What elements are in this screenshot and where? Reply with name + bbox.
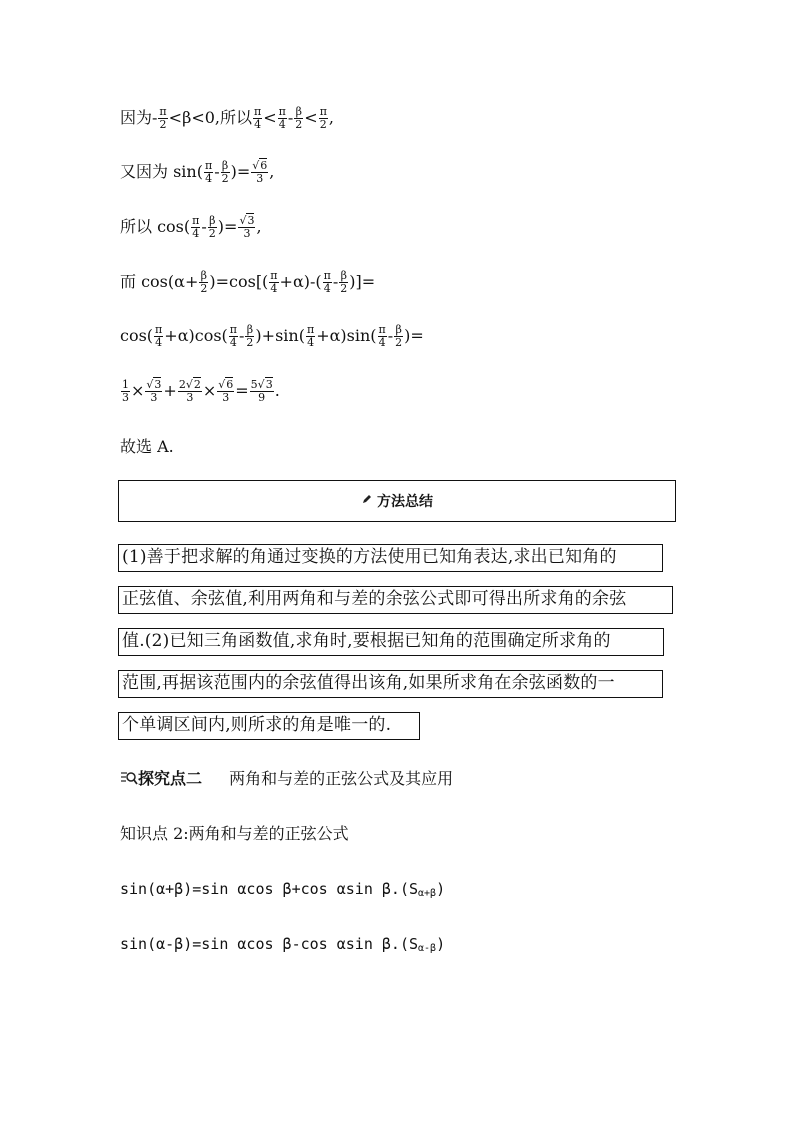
fraction bbox=[250, 379, 274, 404]
text: < bbox=[263, 108, 277, 127]
text: 因为- bbox=[120, 108, 158, 127]
summary-line-1: (1)善于把求解的角通过变换的方法使用已知角表达,求出已知角的 bbox=[118, 544, 663, 572]
text: - bbox=[201, 217, 207, 236]
text: cos( bbox=[120, 326, 154, 345]
num: π bbox=[159, 105, 167, 118]
num: √6 bbox=[218, 378, 234, 391]
num: π bbox=[323, 269, 331, 282]
text: )+sin( bbox=[255, 326, 305, 345]
fraction bbox=[294, 106, 303, 131]
magnifier-icon-svg bbox=[120, 770, 138, 786]
text: )]= bbox=[349, 272, 376, 291]
knowledge-point: 知识点 2:两角和与差的正弦公式 bbox=[120, 824, 349, 843]
coef: 2 bbox=[178, 378, 186, 391]
text: 而 cos(α+ bbox=[120, 272, 199, 291]
den: 2 bbox=[340, 282, 348, 295]
fraction bbox=[204, 160, 213, 185]
num: π bbox=[254, 105, 262, 118]
radicand: 2 bbox=[193, 378, 201, 391]
formula-sin-sum bbox=[120, 878, 445, 905]
text: × bbox=[202, 381, 217, 400]
fraction bbox=[378, 324, 387, 349]
den: 4 bbox=[378, 336, 386, 349]
den: 9 bbox=[258, 391, 266, 404]
text: , bbox=[256, 217, 262, 236]
fraction bbox=[217, 379, 234, 404]
den: 2 bbox=[221, 172, 229, 185]
section-title: 两角和与差的正弦公式及其应用 bbox=[229, 769, 454, 788]
derivation-line-5 bbox=[120, 324, 424, 349]
den: 2 bbox=[246, 336, 254, 349]
den: 4 bbox=[307, 336, 315, 349]
fraction bbox=[145, 379, 162, 404]
derivation-line-3 bbox=[120, 215, 262, 240]
formula-subscript: α+β bbox=[418, 888, 437, 899]
text: )=cos[( bbox=[209, 272, 269, 291]
den: 2 bbox=[295, 118, 303, 131]
text: , bbox=[328, 108, 335, 127]
coef: 5 bbox=[250, 378, 258, 391]
num: 5√3 bbox=[250, 378, 273, 391]
den: 2 bbox=[159, 118, 167, 131]
den: 4 bbox=[229, 336, 237, 349]
text: 又因为 sin( bbox=[120, 162, 203, 181]
num: β bbox=[340, 269, 347, 282]
radicand: 6 bbox=[226, 378, 234, 391]
den: 3 bbox=[222, 391, 230, 404]
formula-text: sin(α+β)=sin αcos β+cos αsin β.(S bbox=[120, 880, 419, 898]
text: +α)cos( bbox=[164, 326, 228, 345]
fraction bbox=[238, 215, 255, 240]
den: 4 bbox=[254, 118, 262, 131]
answer-line: 故选 A. bbox=[120, 437, 174, 456]
fraction bbox=[221, 160, 230, 185]
num: π bbox=[192, 214, 200, 227]
radicand: 3 bbox=[247, 214, 255, 227]
summary-line-2: 正弦值、余弦值,利用两角和与差的余弦公式即可得出所求角的余弦 bbox=[118, 586, 673, 614]
text: < bbox=[304, 108, 318, 127]
section-heading bbox=[120, 766, 453, 790]
num: π bbox=[319, 105, 327, 118]
formula-end: ) bbox=[436, 935, 446, 953]
den: 4 bbox=[205, 172, 213, 185]
fraction bbox=[154, 324, 163, 349]
fraction bbox=[306, 324, 315, 349]
text: 所以 cos( bbox=[120, 217, 191, 236]
radicand: 3 bbox=[265, 378, 273, 391]
formula-end: ) bbox=[436, 880, 446, 898]
formula-text: sin(α-β)=sin αcos β-cos αsin β.(S bbox=[120, 935, 419, 953]
formula-sin-diff bbox=[120, 933, 445, 960]
magnifier-icon bbox=[120, 770, 138, 790]
den: 2 bbox=[319, 118, 327, 131]
derivation-line-1 bbox=[120, 106, 334, 131]
den: 3 bbox=[150, 391, 158, 404]
num: π bbox=[229, 323, 238, 336]
derivation-line-6 bbox=[120, 379, 280, 404]
derivation-line-2 bbox=[120, 160, 274, 185]
num: π bbox=[155, 323, 163, 336]
fraction bbox=[278, 106, 287, 131]
fraction bbox=[199, 270, 208, 295]
section-label: 探究点二 bbox=[138, 769, 203, 788]
den: 4 bbox=[270, 282, 278, 295]
fraction bbox=[251, 160, 268, 185]
text: - bbox=[387, 326, 394, 345]
text: , bbox=[269, 162, 275, 181]
num: √3 bbox=[146, 378, 162, 391]
fraction bbox=[323, 270, 332, 295]
derivation-line-4 bbox=[120, 270, 375, 295]
fraction bbox=[121, 379, 130, 404]
fraction bbox=[158, 106, 167, 131]
den: 3 bbox=[186, 391, 194, 404]
den: 4 bbox=[155, 336, 163, 349]
summary-line-4: 范围,再据该范围内的余弦值得出该角,如果所求角在余弦函数的一 bbox=[118, 670, 663, 698]
pencil-icon-svg bbox=[361, 493, 373, 505]
den: 3 bbox=[243, 227, 251, 240]
num: 1 bbox=[122, 378, 129, 391]
den: 2 bbox=[200, 282, 208, 295]
pencil-icon bbox=[361, 493, 373, 509]
den: 2 bbox=[208, 227, 216, 240]
num: π bbox=[204, 159, 213, 172]
text: +α)-( bbox=[279, 272, 322, 291]
fraction bbox=[245, 324, 254, 349]
num: π bbox=[278, 105, 286, 118]
num: β bbox=[200, 269, 208, 282]
text: + bbox=[163, 381, 177, 400]
method-summary-header bbox=[118, 480, 676, 522]
text: - bbox=[287, 108, 294, 127]
num: β bbox=[295, 105, 302, 118]
text: - bbox=[214, 162, 220, 181]
text: )= bbox=[404, 326, 424, 345]
fraction bbox=[269, 270, 278, 295]
text: = bbox=[235, 381, 249, 400]
fraction bbox=[229, 324, 238, 349]
radicand: 6 bbox=[260, 159, 268, 172]
num: π bbox=[306, 323, 315, 336]
num: β bbox=[395, 323, 402, 336]
den: 4 bbox=[192, 227, 200, 240]
fraction bbox=[394, 324, 403, 349]
method-summary-title: 方法总结 bbox=[377, 494, 433, 510]
text: )= bbox=[217, 217, 238, 236]
den: 4 bbox=[323, 282, 331, 295]
radicand: 3 bbox=[154, 378, 162, 391]
summary-line-3: 值.(2)已知三角函数值,求角时,要根据已知角的范围确定所求角的 bbox=[118, 628, 664, 656]
den: 3 bbox=[256, 172, 264, 185]
num: β bbox=[246, 323, 254, 336]
num: π bbox=[378, 323, 386, 336]
fraction bbox=[339, 270, 348, 295]
fraction bbox=[208, 215, 217, 240]
summary-line-5: 个单调区间内,则所求的角是唯一的. bbox=[118, 712, 420, 740]
num: π bbox=[270, 269, 278, 282]
fraction bbox=[319, 106, 328, 131]
text: +α)sin( bbox=[316, 326, 377, 345]
fraction bbox=[191, 215, 200, 240]
den: 4 bbox=[278, 118, 286, 131]
num: β bbox=[209, 214, 216, 227]
fraction bbox=[178, 379, 202, 404]
formula-subscript: α-β bbox=[418, 943, 437, 954]
num: 2√2 bbox=[178, 378, 201, 391]
text: . bbox=[274, 381, 280, 400]
den: 2 bbox=[395, 336, 403, 349]
num: √3 bbox=[239, 214, 255, 227]
num: β bbox=[221, 159, 229, 172]
num: √6 bbox=[252, 159, 268, 172]
text: × bbox=[131, 381, 145, 400]
text: )= bbox=[230, 162, 251, 181]
fraction bbox=[253, 106, 262, 131]
text: - bbox=[239, 326, 245, 345]
text: <β<0,所以 bbox=[168, 108, 252, 127]
text: - bbox=[332, 272, 339, 291]
den: 3 bbox=[122, 391, 129, 404]
